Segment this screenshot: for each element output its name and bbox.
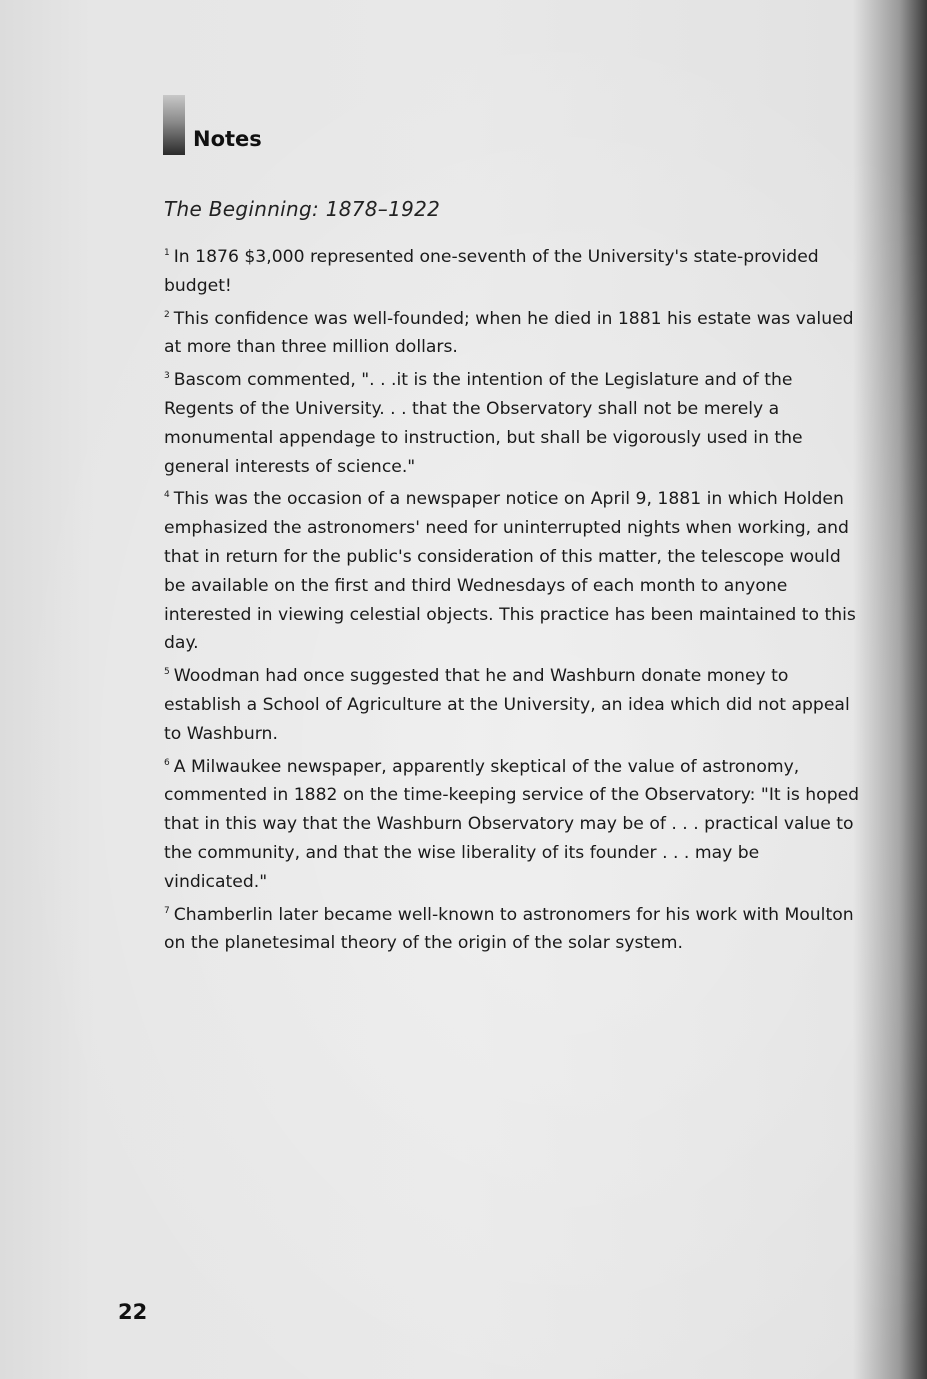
notes-list <box>164 243 864 962</box>
note-number: 7 <box>164 905 170 916</box>
note-5 <box>164 662 864 748</box>
note-number: 6 <box>164 757 170 768</box>
note-1 <box>164 243 864 301</box>
section-title: The Beginning: 1878–1922 <box>164 197 441 221</box>
note-3 <box>164 366 864 481</box>
page-number: 22 <box>118 1300 148 1324</box>
note-text: This confidence was well-founded; when he died in 1881 his estate was valued at more than three million dollars. <box>164 308 854 358</box>
note-number: 2 <box>164 309 170 320</box>
note-6 <box>164 753 864 897</box>
note-number: 1 <box>164 248 170 258</box>
note-text: Chamberlin later became well-known to astronomers for his work with Moulton on the planetesimal theory of the origin of the solar system. <box>164 904 854 954</box>
note-number: 3 <box>164 371 170 382</box>
note-2 <box>164 305 864 363</box>
heading-bar-decoration <box>163 95 185 155</box>
notes-heading-text: Notes <box>193 127 262 151</box>
note-text: A Milwaukee newspaper, apparently skeptical of the value of astronomy, commented in 1882 on the time-keeping service of the Observatory: "It is hoped that in this way that the Washburn Observatory may be of . . . practical value to the community, and that the wise liberality of its founder . . . may be vindicated." <box>164 756 860 892</box>
notes-heading <box>163 95 262 155</box>
note-7 <box>164 901 864 959</box>
note-number: 5 <box>164 667 170 678</box>
note-text: This was the occasion of a newspaper notice on April 9, 1881 in which Holden emphasized the astronomers' need for uninterrupted nights when working, and that in return for the public's consideration of this matter, the telescope would be available on the first and third Wednesdays of each month to anyone interested in viewing celestial objects. This practice has been maintained to this day. <box>164 489 856 654</box>
note-4 <box>164 485 864 658</box>
note-number: 4 <box>164 490 170 501</box>
note-text: In 1876 $3,000 represented one-seventh of the University's state-provided budget! <box>164 247 819 296</box>
note-text: Bascom commented, ". . .it is the intention of the Legislature and of the Regents of the University. . . that the Observatory shall not be merely a monumental appendage to instruction, but shall be vigorously used in the general interests of science." <box>164 370 803 477</box>
note-text: Woodman had once suggested that he and Washburn donate money to establish a School of Agriculture at the University, an idea which did not appeal to Washburn. <box>164 666 850 744</box>
